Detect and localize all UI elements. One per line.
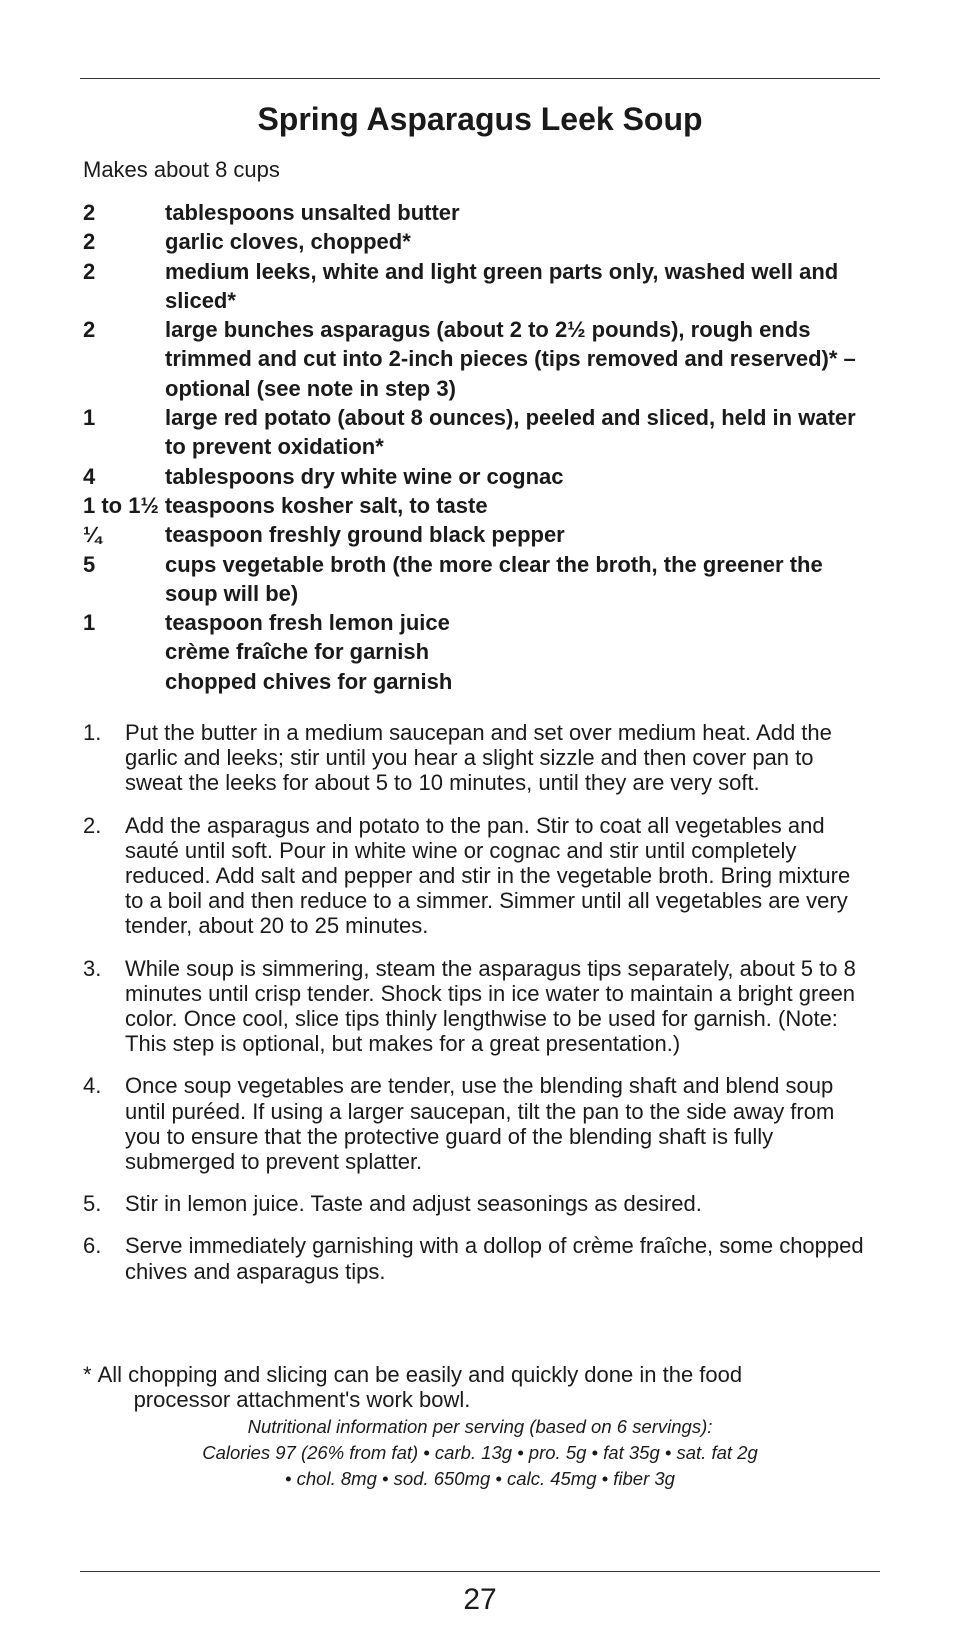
ingredient-item xyxy=(83,550,873,609)
step-text: Once soup vegetables are tender, use the blending shaft and blend soup until puréed. If using a larger saucepan, tilt the pan to the side away from you to ensure that the protective guard of the blending shaft is fully submerged to prevent splatter. xyxy=(125,1073,835,1175)
ingredient-description: teaspoon fresh lemon juice xyxy=(165,610,450,636)
page-number: 27 xyxy=(463,1583,497,1616)
ingredient-description: chopped chives for garnish xyxy=(165,668,453,694)
footnote-asterisk: * xyxy=(83,1362,92,1387)
ingredient-item xyxy=(83,462,873,491)
step-text: Stir in lemon juice. Taste and adjust seasonings as desired. xyxy=(125,1191,702,1217)
nutrition-line: • chol. 8mg • sod. 650mg • calc. 45mg • fiber 3g xyxy=(285,1468,675,1489)
ingredient-item xyxy=(83,315,873,403)
ingredient-description: teaspoon freshly ground black pepper xyxy=(165,522,565,548)
step-number: 5. xyxy=(83,1191,102,1217)
ingredient-quantity: 2 xyxy=(83,317,96,343)
ingredient-item xyxy=(83,608,873,637)
instruction-step xyxy=(83,720,873,796)
instruction-list xyxy=(83,720,873,1301)
ingredient-quantity: 2 xyxy=(83,229,96,255)
ingredient-description: tablespoons dry white wine or cognac xyxy=(165,463,564,489)
instruction-step xyxy=(83,813,873,939)
ingredient-description: medium leeks, white and light green parts only, washed well and sliced* xyxy=(165,258,839,313)
footnote-line: All chopping and slicing can be easily and quickly done in the food xyxy=(97,1362,743,1387)
ingredient-item xyxy=(83,403,873,462)
ingredient-item xyxy=(83,227,873,256)
ingredient-description: crème fraîche for garnish xyxy=(165,639,430,665)
instruction-step xyxy=(83,1233,873,1283)
footnote xyxy=(83,1362,873,1412)
ingredient-description: large red potato (about 8 ounces), peeled and sliced, held in water to prevent oxidation* xyxy=(165,405,856,460)
footnote-line: processor attachment's work bowl. xyxy=(133,1387,471,1413)
top-rule xyxy=(80,78,880,79)
ingredient-item xyxy=(83,520,873,549)
ingredient-description: teaspoons kosher salt, to taste xyxy=(164,492,488,518)
bottom-rule xyxy=(80,1571,880,1572)
step-text: Add the asparagus and potato to the pan. Stir to coat all vegetables and sauté until soft. Pour in white wine or cognac and stir until completely reduced. Add salt and pepper and stir in the vegetable broth. Bring mixture to a boil and then reduce to a simmer. Simmer until all vegetables are very tender, about 20 to 25 minutes. xyxy=(125,812,851,939)
nutrition-info xyxy=(80,1414,880,1492)
ingredient-quantity: 1 to 1½ xyxy=(83,492,159,518)
recipe-title: Spring Asparagus Leek Soup xyxy=(257,101,703,137)
ingredient-quantity: 5 xyxy=(83,551,96,577)
footnote-text xyxy=(98,1362,873,1412)
instruction-step xyxy=(83,1191,873,1216)
step-text: Put the butter in a medium saucepan and set over medium heat. Add the garlic and leeks; stir until you hear a slight sizzle and then cover pan to sweat the leeks for about 5 to 10 minutes, until they are very soft. xyxy=(125,720,832,796)
ingredient-item xyxy=(83,491,873,520)
ingredient-item xyxy=(83,257,873,316)
step-number: 2. xyxy=(83,812,102,838)
step-number: 1. xyxy=(83,720,102,745)
ingredient-quantity: 2 xyxy=(83,200,96,225)
step-number: 6. xyxy=(83,1233,102,1259)
recipe-yield: Makes about 8 cups xyxy=(83,157,280,182)
nutrition-line: Nutritional information per serving (based on 6 servings): xyxy=(247,1416,713,1437)
instruction-step xyxy=(83,956,873,1057)
ingredient-quantity xyxy=(83,637,165,666)
ingredient-list xyxy=(83,198,873,696)
ingredient-description: large bunches asparagus (about 2 to 2½ pounds), rough ends trimmed and cut into 2-inch pieces (tips removed and reserved)* – optional (see note in step 3) xyxy=(165,317,856,401)
instruction-step xyxy=(83,1073,873,1174)
ingredient-quantity: 1 xyxy=(83,405,96,431)
ingredient-quantity xyxy=(83,667,165,696)
step-number: 3. xyxy=(83,955,102,981)
step-text: Serve immediately garnishing with a dollop of crème fraîche, some chopped chives and asparagus tips. xyxy=(125,1233,864,1284)
step-number: 4. xyxy=(83,1073,102,1099)
ingredient-quantity: 4 xyxy=(83,463,96,489)
ingredient-description: garlic cloves, chopped* xyxy=(165,229,411,255)
ingredient-item xyxy=(83,198,873,227)
ingredient-item xyxy=(83,637,873,666)
nutrition-line: Calories 97 (26% from fat) • carb. 13g • pro. 5g • fat 35g • sat. fat 2g xyxy=(202,1442,758,1463)
ingredient-description: cups vegetable broth (the more clear the broth, the greener the soup will be) xyxy=(165,551,823,606)
ingredient-quantity: 1 xyxy=(83,610,96,636)
ingredient-quantity: ¼ xyxy=(83,522,102,548)
ingredient-quantity: 2 xyxy=(83,258,96,284)
step-text: While soup is simmering, steam the asparagus tips separately, about 5 to 8 minutes until crisp tender. Shock tips in ice water to maintain a bright green color. Once cool, slice tips thinly lengthwise to be used for garnish. (Note: This step is optional, but makes for a great presentation.) xyxy=(125,955,856,1057)
ingredient-item xyxy=(83,667,873,696)
ingredient-description: tablespoons unsalted butter xyxy=(165,200,460,225)
